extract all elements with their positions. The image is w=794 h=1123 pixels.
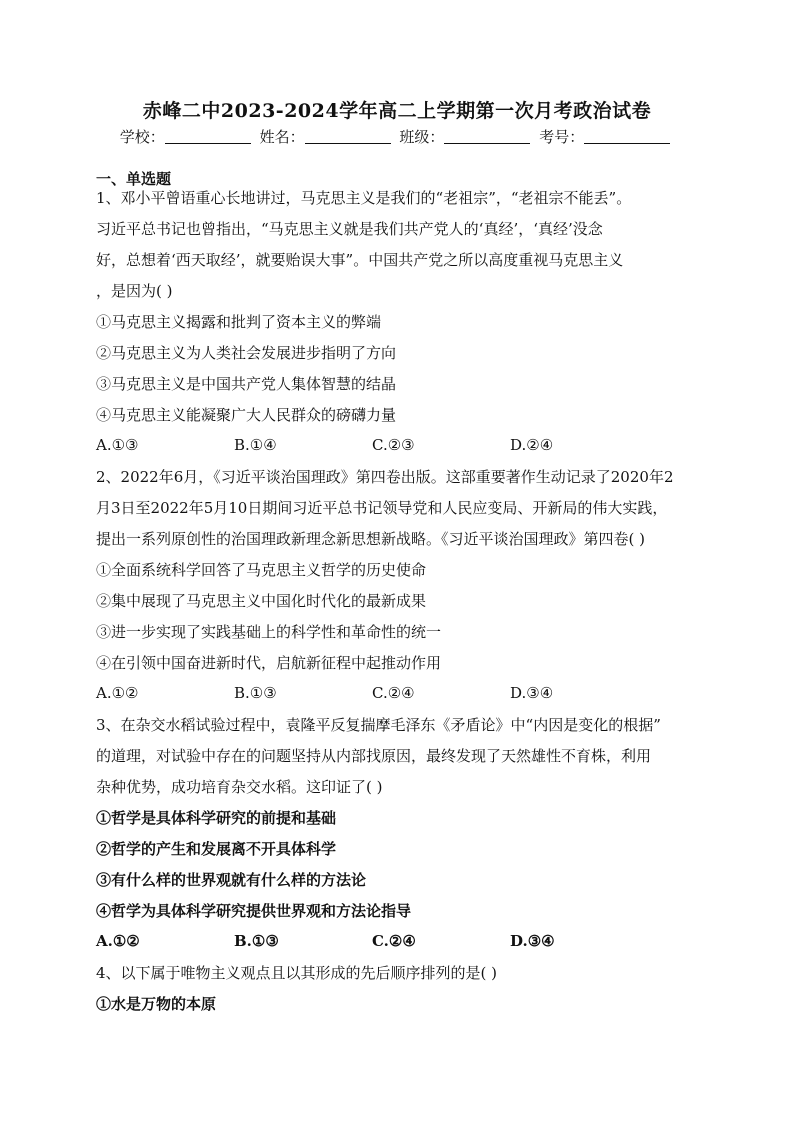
q1-option-a[interactable]: A.①③ [96, 436, 139, 454]
q3-stem-line: 3、在杂交水稻试验过程中，袁隆平反复揣摩毛泽东《矛盾论》中“内因是变化的根据” [96, 716, 661, 734]
q1-option-d[interactable]: D.②④ [510, 436, 554, 454]
exam-title: 赤峰二中2023-2024学年高二上学期第一次月考政治试卷 [142, 100, 652, 122]
q2-options [96, 684, 696, 704]
q2-item: ②集中展现了马克思主义中国化时代化的最新成果 [96, 592, 427, 610]
q4-stem-line: 4、以下属于唯物主义观点且以其形成的先后顺序排列的是( ) [96, 964, 498, 982]
q1-stem-line: 好，总想着‘西天取经’，就要贻误大事”。中国共产党之所以高度重视马克思主义 [96, 251, 624, 269]
q3-stem-line: 杂种优势，成功培育杂交水稻。这印证了( ) [96, 778, 383, 796]
q2-item: ①全面系统科学回答了马克思主义哲学的历史使命 [96, 561, 427, 579]
school-blank [165, 129, 251, 144]
q3-item: ④哲学为具体科学研究提供世界观和方法论指导 [96, 902, 412, 920]
q2-option-c[interactable]: C.②④ [372, 684, 415, 702]
q1-options [96, 436, 696, 456]
exam-number-blank [584, 129, 670, 144]
q1-option-b[interactable]: B.①④ [234, 436, 277, 454]
q3-options [96, 932, 696, 952]
name-blank [305, 129, 391, 144]
class-blank [444, 129, 530, 144]
q3-option-c[interactable]: C.②④ [372, 932, 416, 950]
q2-option-d[interactable]: D.③④ [510, 684, 554, 702]
q3-stem-line: 的道理，对试验中存在的问题坚持从内部找原因，最终发现了天然雄性不育株，利用 [96, 747, 652, 765]
q1-item: ④马克思主义能凝聚广大人民群众的磅礴力量 [96, 406, 397, 424]
q1-stem-line: 1、邓小平曾语重心长地讲过，马克思主义是我们的“老祖宗”，“老祖宗不能丢”。 [96, 189, 632, 207]
exam-number-label: 考号： [539, 128, 585, 146]
q2-item: ④在引领中国奋进新时代，启航新征程中起推动作用 [96, 654, 442, 672]
school-label: 学校： [119, 128, 165, 146]
q1-item: ②马克思主义为人类社会发展进步指明了方向 [96, 344, 397, 362]
q3-item: ①哲学是具体科学研究的前提和基础 [96, 809, 337, 827]
q2-stem-line: 月3日至2022年5月10日期间习近平总书记领导党和人民应变局、开新局的伟大实践， [96, 499, 668, 517]
q1-stem-line: ，是因为( ) [96, 282, 173, 300]
q1-item: ①马克思主义揭露和批判了资本主义的弊端 [96, 313, 382, 331]
student-info-row [0, 126, 794, 147]
q1-stem-line: 习近平总书记也曾指出，“马克思主义就是我们共产党人的‘真经’，‘真经’没念 [96, 220, 603, 238]
q3-item: ③有什么样的世界观就有什么样的方法论 [96, 871, 367, 889]
q3-option-b[interactable]: B.①③ [234, 932, 279, 950]
q2-stem-line: 2、2022年6月，《习近平谈治国理政》第四卷出版。这部重要著作生动记录了2020年2 [96, 468, 674, 486]
q2-item: ③进一步实现了实践基础上的科学性和革命性的统一 [96, 623, 442, 641]
q3-item: ②哲学的产生和发展离不开具体科学 [96, 840, 337, 858]
q3-option-d[interactable]: D.③④ [510, 932, 555, 950]
section-heading: 一、单选题 [96, 170, 172, 188]
q1-option-c[interactable]: C.②③ [372, 436, 415, 454]
class-label: 班级： [399, 128, 445, 146]
q3-option-a[interactable]: A.①② [96, 932, 140, 950]
q2-option-b[interactable]: B.①③ [234, 684, 277, 702]
q1-item: ③马克思主义是中国共产党人集体智慧的结晶 [96, 375, 397, 393]
name-label: 姓名： [259, 128, 305, 146]
q2-stem-line: 提出一系列原创性的治国理政新理念新思想新战略。《习近平谈治国理政》第四卷( ) [96, 530, 645, 548]
q4-item: ①水是万物的本原 [96, 995, 217, 1013]
q2-option-a[interactable]: A.①② [96, 684, 139, 702]
